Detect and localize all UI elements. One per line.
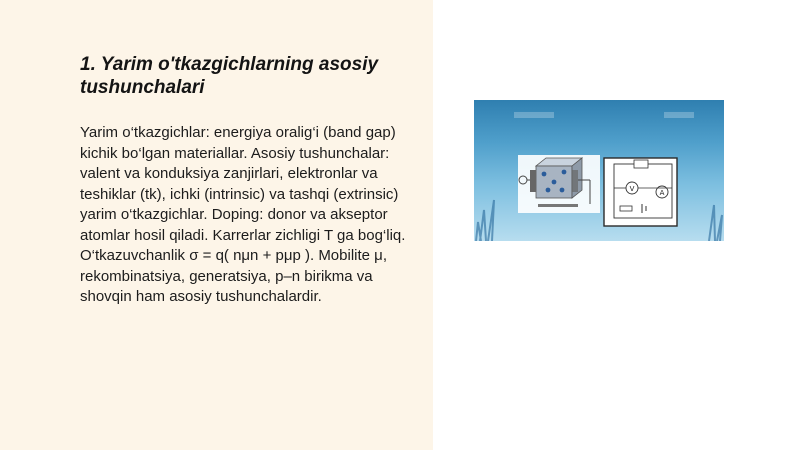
svg-text:A: A — [659, 189, 665, 197]
measurement-circuit-diagram-icon — [604, 158, 677, 226]
semiconductor-sample-diagram-icon — [518, 155, 600, 213]
semiconductor-figure — [474, 100, 724, 241]
slide-title: 1. Yarim o'tkazgichlarning asosiy tushunchalari — [80, 54, 379, 98]
slide-body-text: Yarim o‘tkazgichlar: energiya oralig‘i (band gap) kichik bo‘lgan materiallar. Asosiy tushunchalar: valent va konduksiya zanjirlari, elektronlar va teshiklar (tk), ichki (intrinsic) va tashqi (extrinsic) yarim o‘tkazgichlar. Doping: donor va akseptor atomlar hosil qiladi. Karrerlar zichligi T ga bog‘liq. O‘tkazuvchanlik σ = q( nμn + pμp ). Mobilite μ, rekombinatsiya, generatsiya, p–n birikma va shovqin ham asosiy tushunchalardir. — [80, 124, 406, 305]
svg-text:V: V — [629, 185, 635, 193]
